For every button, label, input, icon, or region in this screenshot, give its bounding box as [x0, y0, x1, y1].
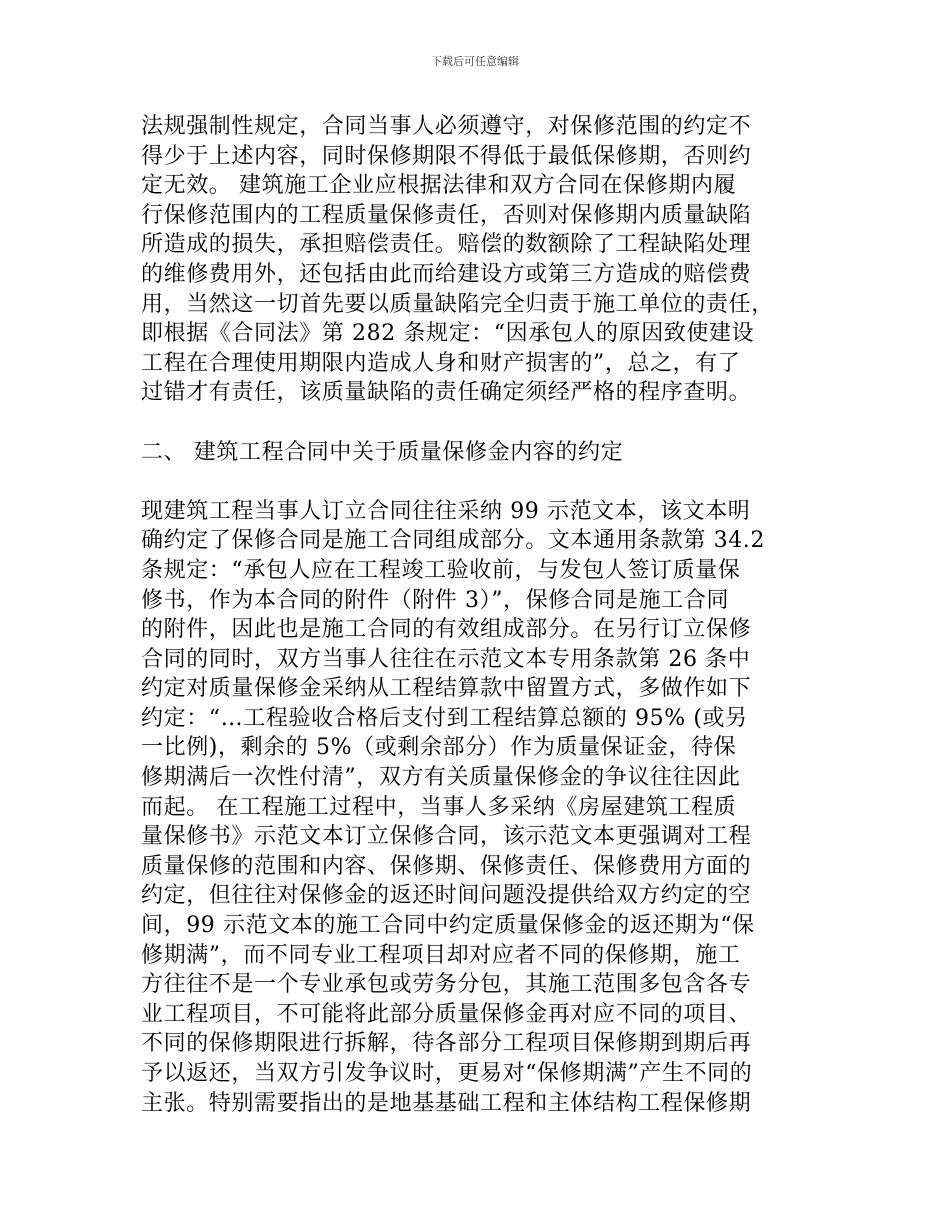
paragraph-line: 约定对质量保修金采纳从工程结算款中留置方式，多做作如下: [141, 676, 752, 702]
section-heading: 二、 建筑工程合同中关于质量保修金内容的约定: [141, 439, 624, 465]
paragraph-line: 约定，但往往对保修金的返还时间问题没提供给双方约定的空: [141, 883, 752, 909]
paragraph-line: 修书，作为本合同的附件（附件 3）”，保修合同是施工合同: [141, 587, 730, 613]
paragraph-spacer: [141, 408, 831, 438]
paragraph-line: 修期满后一次性付清”，双方有关质量保修金的争议往往因此: [141, 765, 741, 791]
paragraph-spacer: [141, 467, 831, 497]
paragraph-line: 得少于上述内容，同时保修期限不得低于最低保修期，否则约: [141, 143, 752, 169]
paragraph-line: 予以返还，当双方引发争议时，更易对“保修期满”产生不同的: [141, 1061, 753, 1086]
paragraph-line: 现建筑工程当事人订立合同往往采纳 99 示范文本，该文本明: [141, 498, 751, 524]
paragraph-line: 间，99 示范文本的施工合同中约定质量保修金的返还期为“保: [141, 913, 755, 939]
paragraph-line: 量保修书》示范文本订立保修合同，该示范文本更强调对工程: [141, 824, 752, 850]
paragraph-line: 而起。 在工程施工过程中，当事人多采纳《房屋建筑工程质: [141, 794, 737, 820]
paragraph-line: 不同的保修期限进行拆解，待各部分工程项目保修期到期后再: [141, 1031, 752, 1057]
paragraph-line: 用，当然这一切首先要以质量缺陷完全归责于施工单位的责任，: [141, 291, 774, 317]
paragraph-line: 过错才有责任，该质量缺陷的责任确定须经严格的程序查明。: [141, 380, 752, 406]
paragraph-line: 约定：“…工程验收合格后支付到工程结算总额的 95% (或另: [141, 705, 748, 731]
paragraph-line: 条规定：“承包人应在工程竣工验收前，与发包人签订质量保: [141, 557, 741, 583]
paragraph-line: 方往往不是一个专业承包或劳务分包，其施工范围多包含各专: [141, 972, 752, 998]
paragraph-line: 工程在合理使用期限内造成人身和财产损害的”，总之，有了: [141, 350, 741, 376]
paragraph-line: 的附件，因此也是施工合同的有效组成部分。在另行订立保修: [141, 617, 752, 643]
paragraph-2: [141, 497, 831, 1118]
paragraph-line: 业工程项目，不可能将此部分质量保修金再对应不同的项目、: [141, 1001, 752, 1027]
paragraph-line: 即根据《合同法》第 282 条规定：“因承包人的原因致使建设: [141, 321, 755, 347]
paragraph-line: 合同的同时，双方当事人往往在示范文本专用条款第 26 条中: [141, 646, 751, 672]
paragraph-line: 法规强制性规定，合同当事人必须遵守，对保修范围的约定不: [141, 114, 752, 139]
paragraph-line: 主张。特别需要指出的是地基基础工程和主体结构工程保修期: [141, 1090, 752, 1116]
paragraph-line: 定无效。 建筑施工企业应根据法律和双方合同在保修期内履: [141, 173, 737, 199]
document-body: [141, 112, 831, 1118]
page-header: 下载后可任意编辑: [431, 55, 519, 68]
paragraph-line: 行保修范围内的工程质量保修责任，否则对保修期内质量缺陷: [141, 202, 752, 228]
paragraph-line: 一比例)，剩余的 5%（或剩余部分）作为质量保证金，待保: [141, 735, 737, 761]
paragraph-line: 修期满”，而不同专业工程项目却对应者不同的保修期，施工: [141, 942, 741, 968]
paragraph-line: 的维修费用外，还包括由此而给建设方或第三方造成的赔偿费: [141, 261, 752, 287]
paragraph-line: 质量保修的范围和内容、保修期、保修责任、保修费用方面的: [141, 853, 752, 879]
paragraph-line: 确约定了保修合同是施工合同组成部分。文本通用条款第 34.2: [141, 528, 765, 554]
paragraph-line: 所造成的损失，承担赔偿责任。赔偿的数额除了工程缺陷处理: [141, 232, 752, 258]
paragraph-1: [141, 112, 831, 408]
